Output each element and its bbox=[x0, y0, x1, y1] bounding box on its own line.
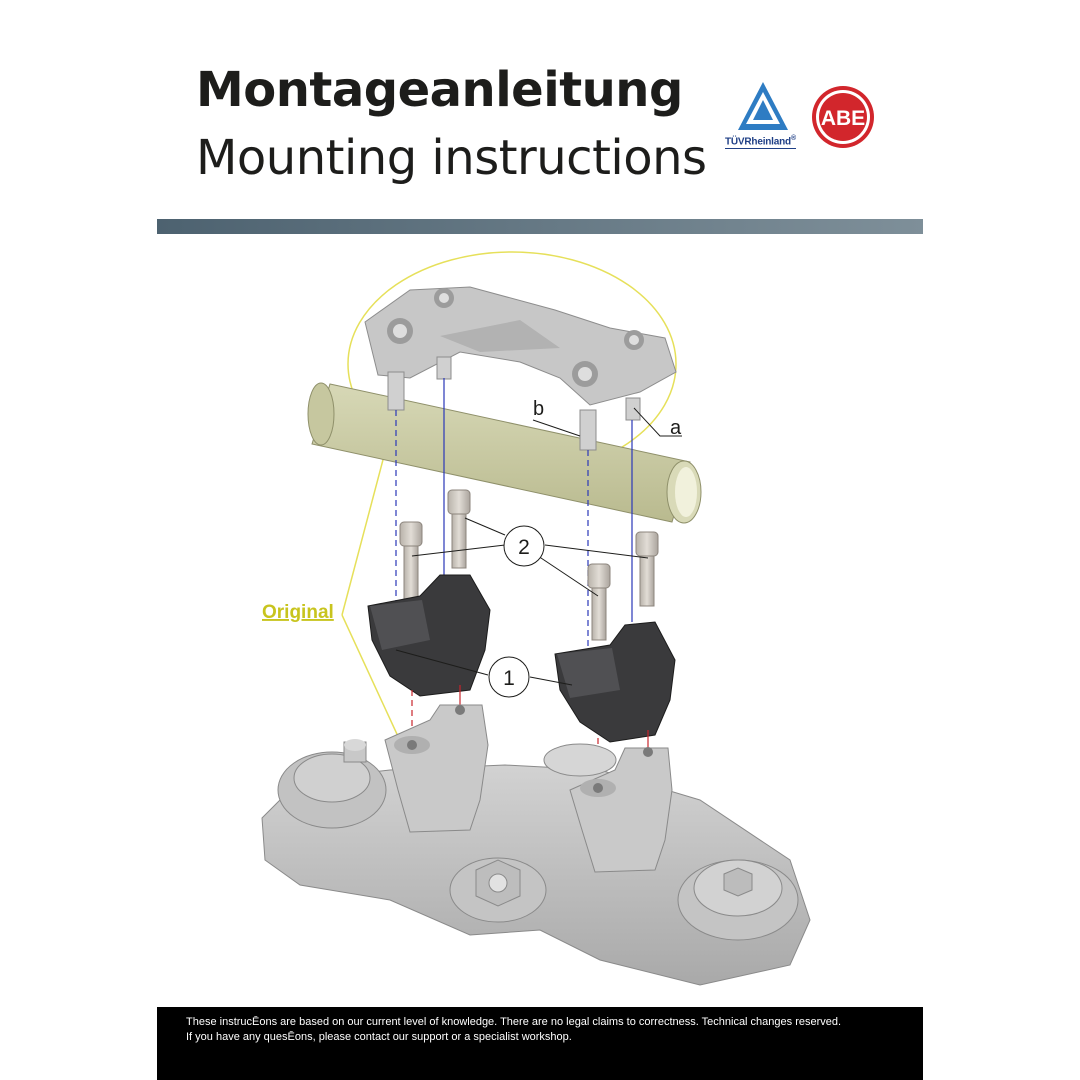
label-original: Original bbox=[262, 602, 334, 623]
spacer-clamp-left bbox=[368, 575, 490, 696]
label-a: a bbox=[670, 417, 682, 439]
triple-clamp-base bbox=[262, 705, 810, 985]
bolt bbox=[400, 522, 422, 602]
bolt bbox=[636, 532, 658, 606]
disclaimer-line-1: These instrucĒons are based on our current level of knowledge. There are no legal claims to correctness. Technical changes reserved. bbox=[186, 1016, 842, 1028]
callout-number-2: 2 bbox=[518, 536, 530, 559]
header-divider-bar bbox=[157, 219, 923, 234]
bolt bbox=[588, 564, 610, 640]
callout-number-1: 1 bbox=[503, 667, 515, 690]
title-english: Mounting instructions bbox=[196, 130, 707, 186]
label-b: b bbox=[533, 398, 545, 420]
spacer-clamp-right bbox=[555, 622, 675, 742]
abe-badge bbox=[810, 84, 876, 150]
handlebar-tube bbox=[308, 383, 701, 523]
title-german: Montageanleitung bbox=[196, 62, 683, 118]
highlight-leader-upper bbox=[342, 456, 384, 615]
bolt bbox=[448, 490, 470, 568]
exploded-assembly-drawing bbox=[157, 240, 923, 1000]
abe-label: ABE bbox=[820, 107, 866, 130]
disclaimer-line-2: If you have any quesĒons, please contact our support or a specialist workshop. bbox=[186, 1031, 572, 1043]
tuv-rheinland-label: TÜVRheinland® bbox=[725, 135, 796, 148]
disclaimer-footer bbox=[157, 1007, 923, 1080]
